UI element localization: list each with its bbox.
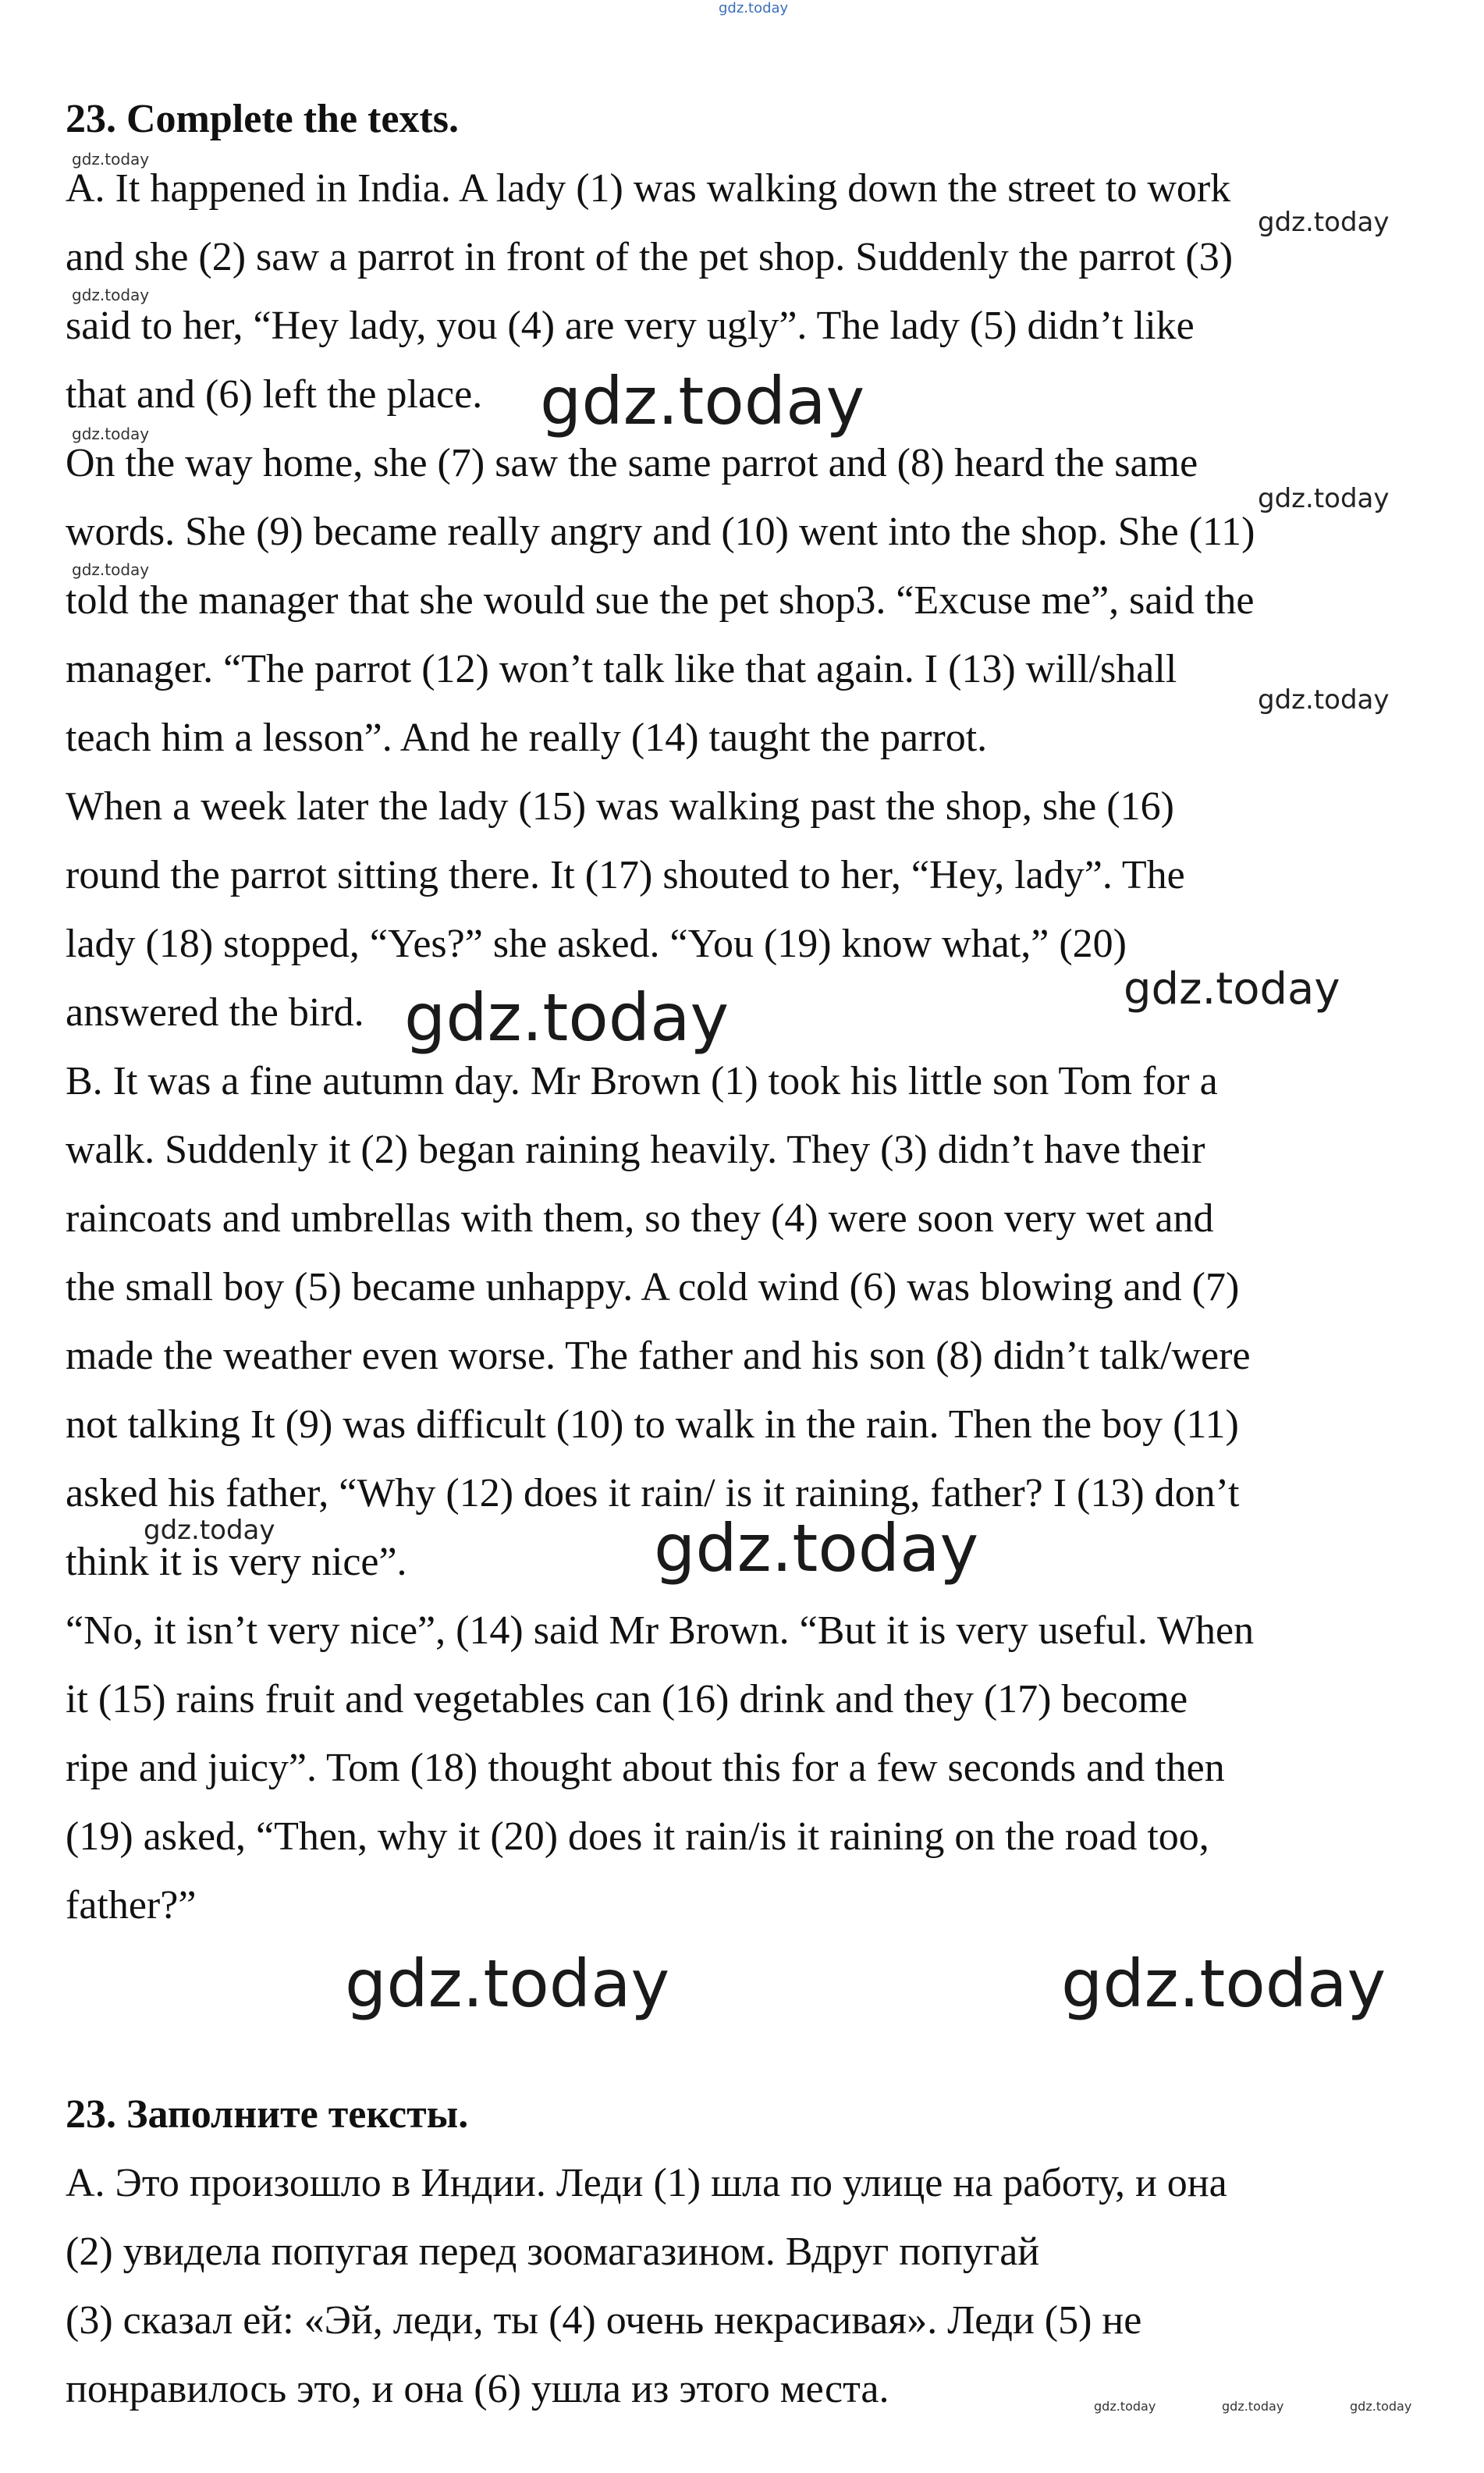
watermark-large-5: gdz.today — [1061, 1945, 1386, 2022]
english-line-14: B. It was a fine autumn day. Mr Brown (1) took his little son Tom for a — [66, 1059, 1218, 1103]
english-line-19: not talking It (9) was difficult (10) to walk in the rain. Then the boy (11) — [66, 1402, 1239, 1447]
english-line-1: A. It happened in India. A lady (1) was walking down the street to work — [66, 166, 1231, 211]
english-line-7: told the manager that she would sue the pet shop3. “Excuse me”, said the — [66, 578, 1255, 623]
watermark-left-mid: gdz.today — [144, 1515, 275, 1546]
english-line-6: words. She (9) became really angry and (10) went into the shop. She (11) — [66, 510, 1255, 554]
english-line-3: said to her, “Hey lady, you (4) are very ugly”. The lady (5) didn’t like — [66, 304, 1195, 348]
english-line-23: it (15) rains fruit and vegetables can (16) drink and they (17) become — [66, 1677, 1188, 1722]
english-line-24: ripe and juicy”. Tom (18) thought about this for a few seconds and then — [66, 1746, 1225, 1790]
watermark-tiny-2: gdz.today — [1222, 2399, 1284, 2414]
english-line-22: “No, it isn’t very nice”, (14) said Mr Brown. “But it is very useful. When — [66, 1608, 1255, 1653]
english-heading: 23. Complete the texts. — [66, 97, 459, 141]
russian-line-3: (3) сказал ей: «Эй, леди, ты (4) очень некрасивая». Леди (5) не — [66, 2298, 1142, 2343]
english-line-2: and she (2) saw a parrot in front of the pet shop. Suddenly the parrot (3) — [66, 235, 1234, 279]
russian-line-4: понравилось это, и она (6) ушла из этого места. — [66, 2367, 889, 2411]
watermark-large-3: gdz.today — [654, 1510, 979, 1586]
english-line-13: answered the bird. — [66, 990, 364, 1035]
russian-line-2: (2) увидела попугая перед зоомагазином. Вдруг попугай — [66, 2230, 1040, 2274]
english-line-11: round the parrot sitting there. It (17) shouted to her, “Hey, lady”. The — [66, 853, 1185, 897]
english-line-18: made the weather even worse. The father and his son (8) didn’t talk/were — [66, 1334, 1251, 1378]
english-line-17: the small boy (5) became unhappy. A cold wind (6) was blowing and (7) — [66, 1265, 1240, 1309]
english-line-5: On the way home, she (7) saw the same parrot and (8) heard the same — [66, 441, 1198, 485]
english-line-26: father?” — [66, 1883, 197, 1928]
watermark-top: gdz.today — [719, 0, 789, 16]
russian-heading: 23. Заполните тексты. — [66, 2092, 469, 2137]
english-line-15: walk. Suddenly it (2) began raining heavily. They (3) didn’t have their — [66, 1128, 1205, 1172]
english-line-25: (19) asked, “Then, why it (20) does it rain/is it raining on the road too, — [66, 1814, 1209, 1859]
watermark-small-3: gdz.today — [72, 425, 150, 443]
watermark-large-4: gdz.today — [345, 1945, 670, 2022]
watermark-large-2: gdz.today — [404, 979, 730, 1056]
watermark-right-1: gdz.today — [1258, 207, 1390, 238]
watermark-tiny-3: gdz.today — [1350, 2399, 1412, 2414]
watermark-large-1: gdz.today — [540, 363, 865, 439]
watermark-right-3: gdz.today — [1258, 684, 1390, 716]
russian-line-1: А. Это произошло в Индии. Леди (1) шла по улице на работу, и она — [66, 2161, 1227, 2205]
watermark-tiny-1: gdz.today — [1094, 2399, 1156, 2414]
english-line-21: think it is very nice”. — [66, 1540, 407, 1584]
watermark-medium-1: gdz.today — [1124, 964, 1340, 1014]
english-line-16: raincoats and umbrellas with them, so they (4) were soon very wet and — [66, 1196, 1214, 1241]
english-line-4: that and (6) left the place. — [66, 372, 483, 417]
watermark-small-2: gdz.today — [72, 286, 150, 304]
english-line-8: manager. “The parrot (12) won’t talk like that again. I (13) will/shall — [66, 647, 1177, 691]
english-line-10: When a week later the lady (15) was walking past the shop, she (16) — [66, 784, 1174, 829]
watermark-small-4: gdz.today — [72, 560, 150, 579]
watermark-small-1: gdz.today — [72, 150, 150, 169]
watermark-right-2: gdz.today — [1258, 483, 1390, 514]
english-line-9: teach him a lesson”. And he really (14) taught the parrot. — [66, 716, 988, 760]
english-line-12: lady (18) stopped, “Yes?” she asked. “You (19) know what,” (20) — [66, 922, 1127, 966]
english-line-20: asked his father, “Why (12) does it rain/ is it raining, father? I (13) don’t — [66, 1471, 1240, 1515]
